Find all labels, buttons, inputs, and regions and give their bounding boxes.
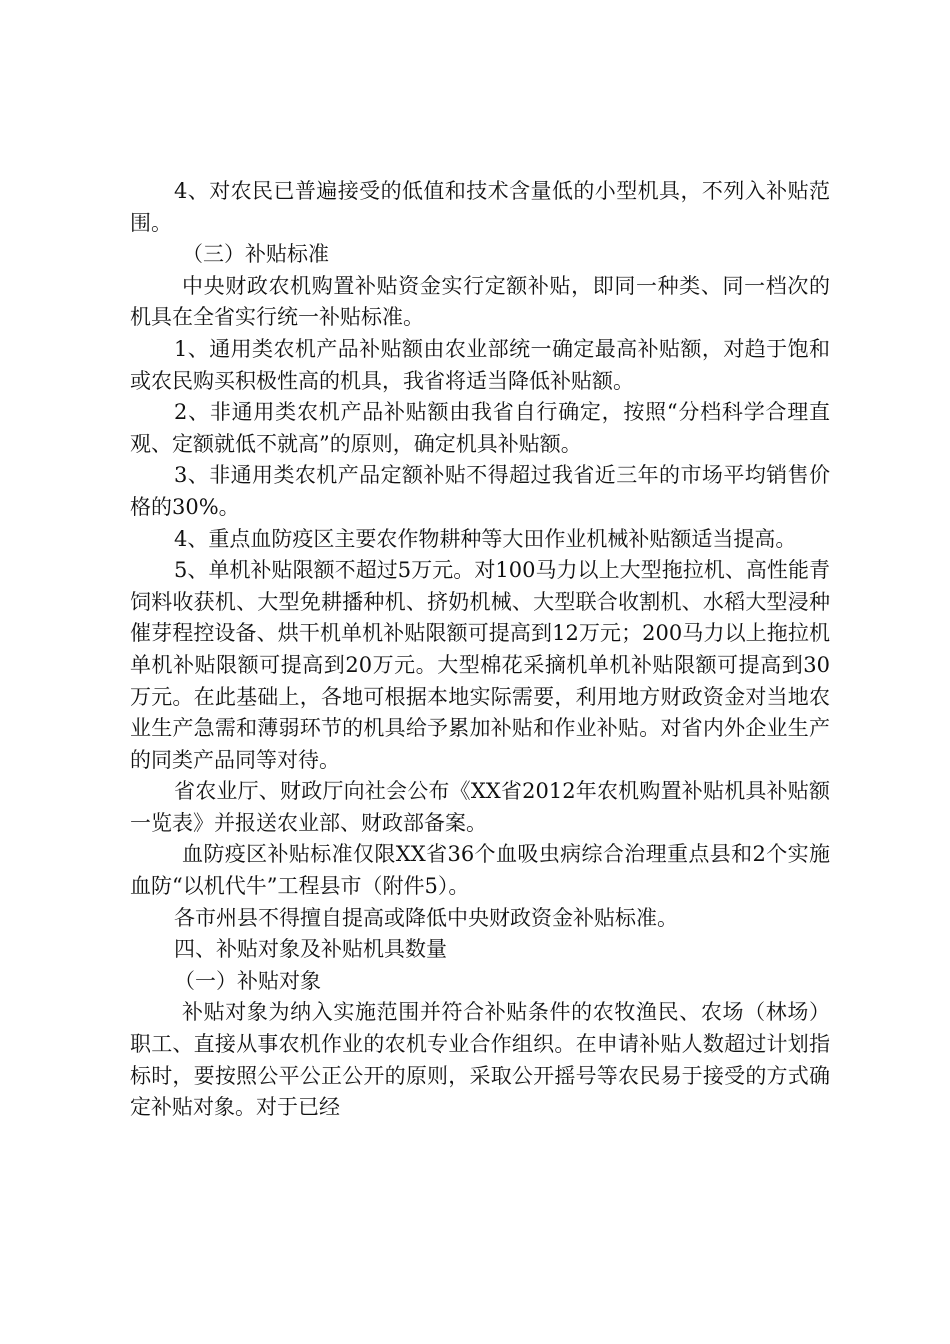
paragraph-recipients: 补贴对象为纳入实施范围并符合补贴条件的农牧渔民、农场（林场）职工、直接从事农机作业的农机专业合作组织。在申请补贴人数超过计划指标时，要按照公平公正公开的原则，采取公开摇号等农民易于接受的方式确定补贴对象。对于已经 bbox=[130, 1000, 830, 1120]
paragraph-publish-table: 省农业厅、财政厅向社会公布《XX省2012年农机购置补贴机具补贴额一览表》并报送农业部、财政部备案。 bbox=[130, 779, 830, 835]
paragraph-item-2-nongeneral: 2、非通用类农机产品补贴额由我省自行确定，按照“分档科学合理直观、定额就低不就高”的原则，确定机具补贴额。 bbox=[130, 400, 830, 456]
paragraph-item-3-price-cap: 3、非通用类农机产品定额补贴不得超过我省近三年的市场平均销售价格的30%。 bbox=[130, 463, 830, 519]
paragraph-item-4-low-value: 4、对农民已普遍接受的低值和技术含量低的小型机具，不列入补贴范围。 bbox=[130, 179, 830, 235]
paragraph-no-change: 各市州县不得擅自提高或降低中央财政资金补贴标准。 bbox=[174, 905, 678, 930]
section-heading-subsidy-standard: （三）补贴标准 bbox=[182, 242, 329, 267]
paragraph-item-4-disease-area: 4、重点血防疫区主要农作物耕种等大田作业机械补贴额适当提高。 bbox=[174, 526, 797, 551]
paragraph-item-5-limits: 5、单机补贴限额不超过5万元。对100马力以上大型拖拉机、高性能青饲料收获机、大型免耕播种机、挤奶机械、大型联合收割机、水稻大型浸种催芽程控设备、烘干机单机补贴限额可提高到12万元；200马力以上拖拉机单机补贴限额可提高到20万元。大型棉花采摘机单机补贴限额可提高到30万元。在此基础上，各地可根据本地实际需要，利用地方财政资金对当地农业生产急需和薄弱环节的机具给予累加补贴和作业补贴。对省内外企业生产的同类产品同等对待。 bbox=[130, 558, 830, 772]
paragraph-item-1-general: 1、通用类农机产品补贴额由农业部统一确定最高补贴额，对趋于饱和或农民购买积极性高的机具，我省将适当降低补贴额。 bbox=[130, 336, 830, 393]
section-heading-recipients: 四、补贴对象及补贴机具数量 bbox=[174, 937, 447, 962]
document-body bbox=[130, 176, 830, 1124]
paragraph-disease-area-scope: 血防疫区补贴标准仅限XX省36个血吸虫病综合治理重点县和2个实施血防“以机代牛”工程县市（附件5）。 bbox=[130, 842, 830, 899]
paragraph-fixed-subsidy: 中央财政农机购置补贴资金实行定额补贴，即同一种类、同一档次的机具在全省实行统一补贴标准。 bbox=[130, 273, 830, 330]
subsection-heading-recipients: （一）补贴对象 bbox=[174, 968, 321, 993]
